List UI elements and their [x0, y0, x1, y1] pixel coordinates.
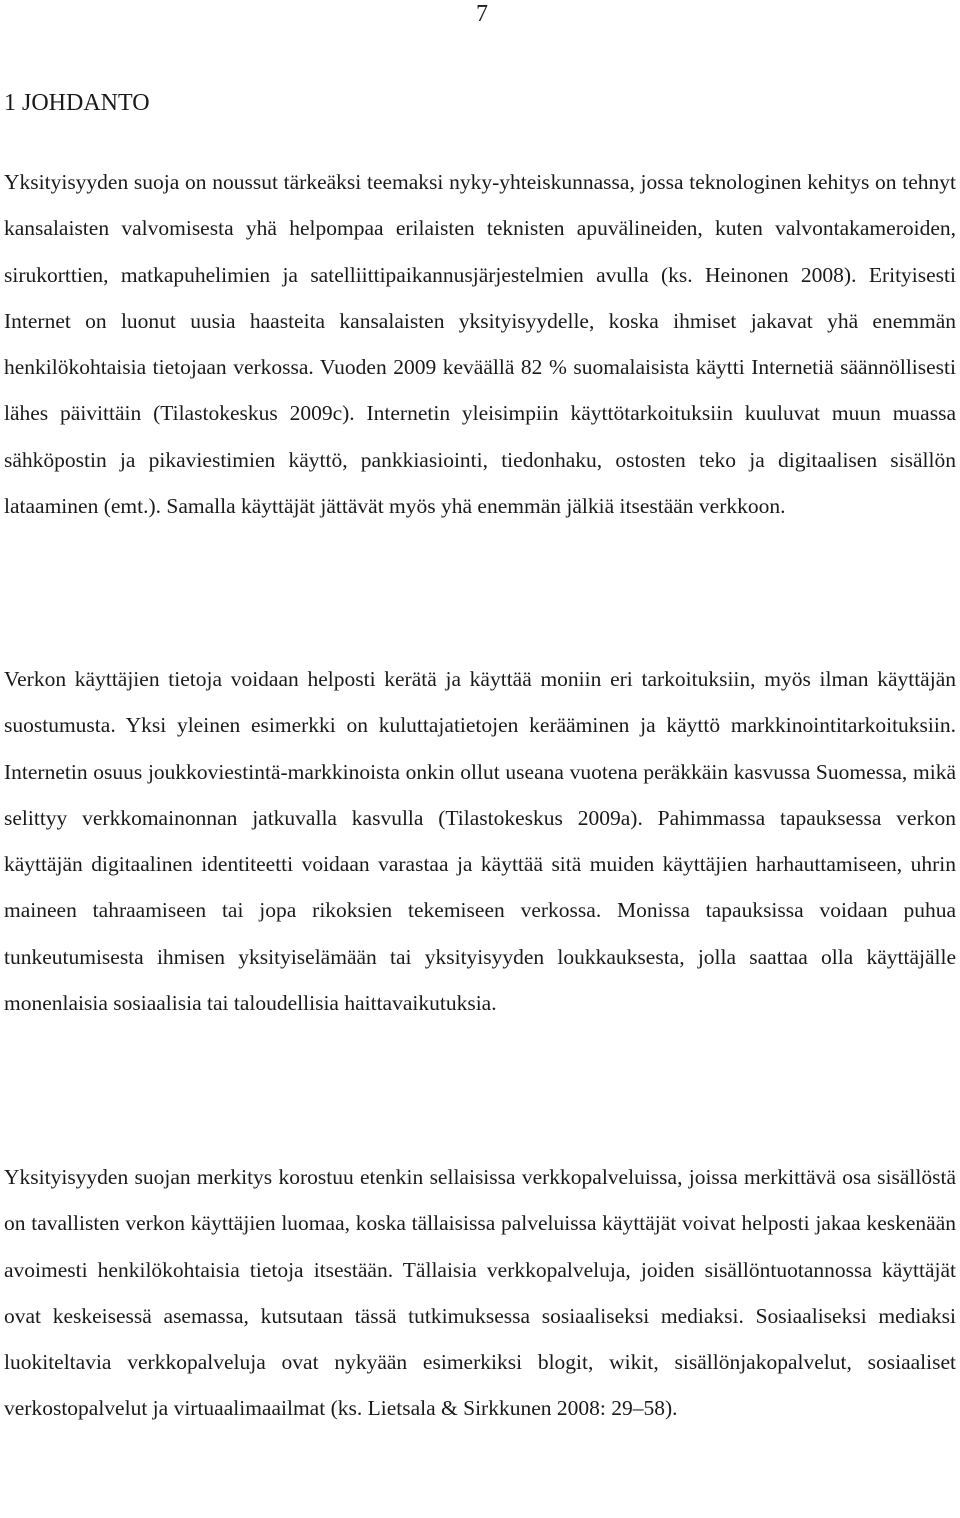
page-number: 7 [476, 1, 488, 27]
paragraph-1: Yksityisyyden suoja on noussut tärkeäksi teemaksi nyky-yhteiskunnassa, jossa teknologinen kehitys on tehnyt kansalaisten valvomisesta yhä helpompaa erilaisten teknisten apuvälineiden, kuten valvontakameroiden, sirukorttien, matkapuhelimien ja satelliittipaikannusjärjestelmien avulla (ks. Heinonen 2008). Erityisesti Internet on luonut uusia haasteita kansalaisten yksityisyydelle, koska ihmiset jakavat yhä enemmän henkilökohtaisia tietojaan verkossa. Vuoden 2009 keväällä 82 % suomalaisista käytti Internetiä säännöllisesti lähes päivittäin (Tilastokeskus 2009c). Internetin yleisimpiin käyttötarkoituksiin kuuluvat muun muassa sähköpostin ja pikaviestimien käyttö, pankkiasiointi, tiedonhaku, ostosten teko ja digitaalisen sisällön lataaminen (emt.). Samalla käyttäjät jättävät myös yhä enemmän jälkiä itsestään verkkoon. [4, 170, 956, 519]
chapter-heading: 1 JOHDANTO [4, 90, 150, 116]
paragraph-3: Yksityisyyden suojan merkitys korostuu etenkin sellaisissa verkkopalveluissa, joissa merkittävä osa sisällöstä on tavallisten verkon käyttäjien luomaa, koska tällaisissa palveluissa käyttäjät voivat helposti jakaa keskenään avoimesti henkilökohtaisia tietoja itsestään. Tällaisia verkkopalveluja, joiden sisällöntuotannossa käyttäjät ovat keskeisessä asemassa, kutsutaan tässä tutkimuksessa sosiaaliseksi mediaksi. Sosiaaliseksi mediaksi luokiteltavia verkkopalveluja ovat nykyään esimerkiksi blogit, wikit, sisällönjakopalvelut, sosiaaliset verkostopalvelut ja virtuaalimaailmat (ks. Lietsala & Sirkkunen 2008: 29–58). [4, 1165, 956, 1421]
paragraph-2: Verkon käyttäjien tietoja voidaan helposti kerätä ja käyttää moniin eri tarkoituksiin, myös ilman käyttäjän suostumusta. Yksi yleinen esimerkki on kuluttajatietojen kerääminen ja käyttö markkinointitarkoituksiin. Internetin osuus joukkoviestintä-markkinoista onkin ollut useana vuotena peräkkäin kasvussa Suomessa, mikä selittyy verkkomainonnan jatkuvalla kasvulla (Tilastokeskus 2009a). Pahimmassa tapauksessa verkon käyttäjän digitaalinen identiteetti voidaan varastaa ja käyttää sitä muiden käyttäjien harhauttamiseen, uhrin maineen tahraamiseen tai jopa rikoksien tekemiseen verkossa. Monissa tapauksissa voidaan puhua tunkeutumisesta ihmisen yksityiselämään tai yksityisyyden loukkauksesta, jolla saattaa olla käyttäjälle monenlaisia sosiaalisia tai taloudellisia haittavaikutuksia. [4, 667, 956, 1016]
